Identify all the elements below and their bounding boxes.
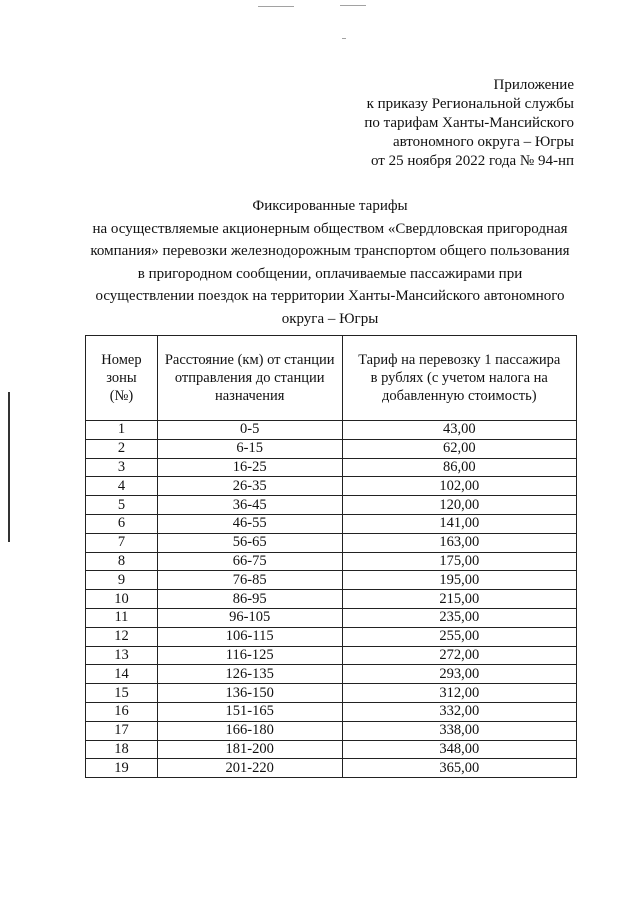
tariff-cell: 338,00 xyxy=(342,721,576,740)
zone-number-cell: 11 xyxy=(86,608,158,627)
header-line: отправления до станции xyxy=(174,370,325,386)
header-line: зоны xyxy=(106,370,137,386)
distance-cell: 16-25 xyxy=(157,458,342,477)
zone-number-cell: 10 xyxy=(86,590,158,609)
header-line: Расстояние (км) от станции xyxy=(164,352,335,368)
table-row xyxy=(86,590,577,609)
zone-number-cell: 3 xyxy=(86,458,158,477)
tariff-cell: 332,00 xyxy=(342,702,576,721)
distance-cell: 46-55 xyxy=(157,514,342,533)
zone-number-cell: 15 xyxy=(86,684,158,703)
header-tariff xyxy=(342,336,576,421)
distance-cell: 136-150 xyxy=(157,684,342,703)
tariff-cell: 120,00 xyxy=(342,496,576,515)
zone-number-cell: 16 xyxy=(86,702,158,721)
zone-number-cell: 18 xyxy=(86,740,158,759)
table-row xyxy=(86,439,577,458)
distance-cell: 96-105 xyxy=(157,608,342,627)
header-line: в рублях (с учетом налога на xyxy=(370,370,548,386)
table-row xyxy=(86,665,577,684)
tariff-cell: 255,00 xyxy=(342,627,576,646)
table-body xyxy=(86,421,577,778)
tariff-cell: 235,00 xyxy=(342,608,576,627)
zone-number-cell: 9 xyxy=(86,571,158,590)
header-line: Номер xyxy=(101,352,142,368)
title-heading: Фиксированные тарифы xyxy=(252,198,408,214)
scan-artifact xyxy=(258,6,294,7)
tariff-cell: 141,00 xyxy=(342,514,576,533)
tariff-cell: 163,00 xyxy=(342,533,576,552)
header-line: (№) xyxy=(109,388,134,404)
title-line: на осуществляемые акционерным обществом «Свердловская пригородная xyxy=(92,220,568,237)
distance-cell: 56-65 xyxy=(157,533,342,552)
document-title xyxy=(60,195,600,330)
table-row xyxy=(86,740,577,759)
title-line: округа – Югры xyxy=(281,310,379,327)
tariff-cell: 293,00 xyxy=(342,665,576,684)
title-line: осуществлении поездок на территории Ханты-Мансийского автономного xyxy=(95,288,565,304)
tariff-cell: 86,00 xyxy=(342,458,576,477)
tariff-cell: 272,00 xyxy=(342,646,576,665)
table-row xyxy=(86,514,577,533)
distance-cell: 6-15 xyxy=(157,439,342,458)
scan-artifact xyxy=(340,5,366,6)
table-row xyxy=(86,496,577,515)
tariff-cell: 348,00 xyxy=(342,740,576,759)
table-row xyxy=(86,721,577,740)
appendix-line: от 25 ноября 2022 года № 94-нп xyxy=(370,153,574,169)
distance-cell: 66-75 xyxy=(157,552,342,571)
appendix-line: автономного округа – Югры xyxy=(392,134,574,150)
zone-number-cell: 12 xyxy=(86,627,158,646)
table-row xyxy=(86,571,577,590)
scan-edge-mark xyxy=(8,392,10,542)
table-row xyxy=(86,627,577,646)
distance-cell: 126-135 xyxy=(157,665,342,684)
header-line: Тариф на перевозку 1 пассажира xyxy=(358,352,561,368)
tariff-cell: 62,00 xyxy=(342,439,576,458)
tariff-cell: 43,00 xyxy=(342,421,576,440)
distance-cell: 151-165 xyxy=(157,702,342,721)
zone-number-cell: 13 xyxy=(86,646,158,665)
tariff-cell: 312,00 xyxy=(342,684,576,703)
zone-number-cell: 5 xyxy=(86,496,158,515)
distance-cell: 0-5 xyxy=(157,421,342,440)
zone-number-cell: 2 xyxy=(86,439,158,458)
tariff-cell: 102,00 xyxy=(342,477,576,496)
zone-number-cell: 7 xyxy=(86,533,158,552)
distance-cell: 116-125 xyxy=(157,646,342,665)
appendix-line: к приказу Региональной службы xyxy=(366,96,574,112)
appendix-line: по тарифам Ханты-Мансийского xyxy=(364,115,574,131)
distance-cell: 106-115 xyxy=(157,627,342,646)
header-line: назначения xyxy=(214,388,285,404)
table-row xyxy=(86,684,577,703)
table-row xyxy=(86,702,577,721)
table-row xyxy=(86,552,577,571)
tariff-table xyxy=(85,335,577,778)
zone-number-cell: 4 xyxy=(86,477,158,496)
table-row xyxy=(86,608,577,627)
header-distance xyxy=(157,336,342,421)
zone-number-cell: 17 xyxy=(86,721,158,740)
zone-number-cell: 14 xyxy=(86,665,158,684)
scan-artifact xyxy=(342,38,346,39)
table-row xyxy=(86,421,577,440)
appendix-line: Приложение xyxy=(493,77,574,93)
appendix-reference xyxy=(364,76,574,171)
table-row xyxy=(86,646,577,665)
title-line: в пригородном сообщении, оплачиваемые пассажирами при xyxy=(137,265,523,282)
table-row xyxy=(86,533,577,552)
table-row xyxy=(86,477,577,496)
zone-number-cell: 8 xyxy=(86,552,158,571)
distance-cell: 181-200 xyxy=(157,740,342,759)
table-row xyxy=(86,458,577,477)
header-zone-number xyxy=(86,336,158,421)
distance-cell: 86-95 xyxy=(157,590,342,609)
distance-cell: 201-220 xyxy=(157,759,342,778)
table-header-row xyxy=(86,336,577,421)
tariff-cell: 215,00 xyxy=(342,590,576,609)
tariff-cell: 195,00 xyxy=(342,571,576,590)
distance-cell: 76-85 xyxy=(157,571,342,590)
tariff-cell: 365,00 xyxy=(342,759,576,778)
zone-number-cell: 19 xyxy=(86,759,158,778)
header-line: добавленную стоимость) xyxy=(381,388,537,404)
table-row xyxy=(86,759,577,778)
distance-cell: 26-35 xyxy=(157,477,342,496)
zone-number-cell: 6 xyxy=(86,514,158,533)
distance-cell: 166-180 xyxy=(157,721,342,740)
title-line: компания» перевозки железнодорожным транспортом общего пользования xyxy=(90,243,570,259)
zone-number-cell: 1 xyxy=(86,421,158,440)
tariff-cell: 175,00 xyxy=(342,552,576,571)
distance-cell: 36-45 xyxy=(157,496,342,515)
